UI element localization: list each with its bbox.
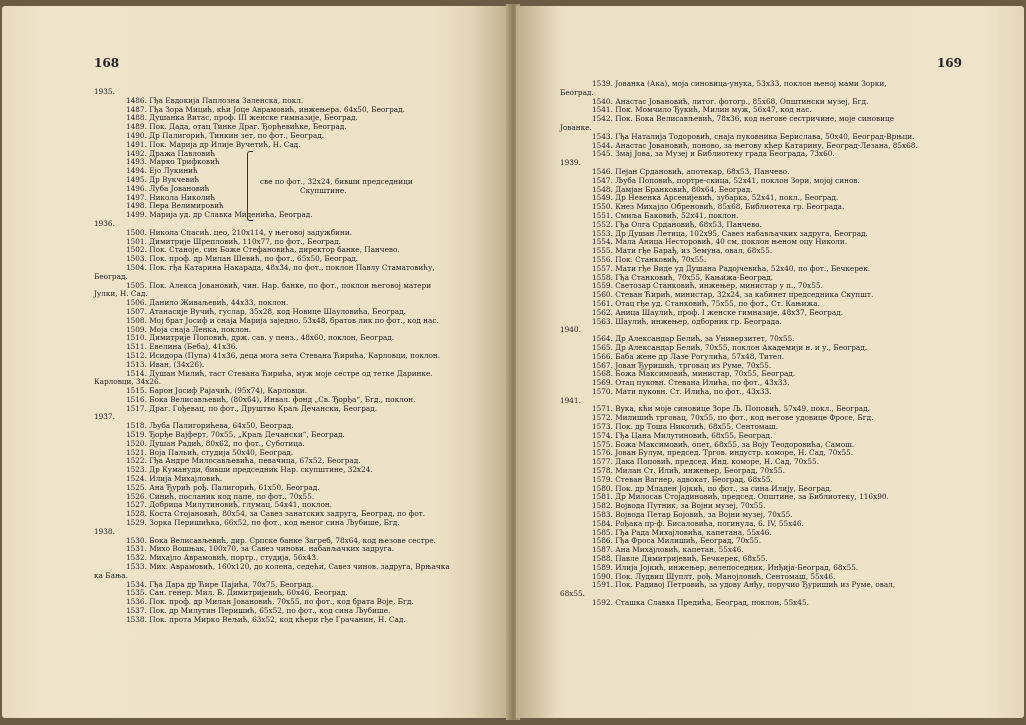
catalog-entry: 1567. Јован Ђуришић, трговац из Руме, 70x55. bbox=[592, 360, 772, 370]
catalog-entry: 1494. Ејо Лукинић bbox=[126, 166, 198, 176]
catalog-entry: 1576. Јован Булум, председ. Тргов. индустр. коморе, Н. Сад, 70x55. bbox=[592, 448, 854, 458]
catalog-entry: 1577. Дака Поповић, председ. Инд. коморе, Н. Сад, 70x55. bbox=[592, 457, 820, 467]
catalog-entry: 1530. Бока Велисављевић, дир. Српске банке Загреб, 78x64, код њезове сестре. bbox=[126, 535, 436, 545]
catalog-entry: 1583. Војвода Петар Бојовић, за Војни музеј, 70x55. bbox=[592, 510, 793, 520]
catalog-entry: 1543. Гђа Наталија Тодоровић, снаја пуковника Бериславa, 50x40, Београд-Врњци. bbox=[592, 131, 915, 141]
catalog-entry: 1506. Данило Живаљевић, 44x33, поклон. bbox=[126, 298, 289, 308]
catalog-entry: 1526. Синић, посланик код папе, по фот., 70x55. bbox=[126, 491, 315, 501]
catalog-entry: 1517. Драг. Гођевац, по фот., Друштво Краљ Дечански, Београд. bbox=[126, 403, 378, 413]
catalog-entry: 1525. Ана Ђурић рођ. Палигорић, 61x50, Београд. bbox=[126, 482, 320, 492]
catalog-entry: 1508. Мој брат Јосиф и снаја Марија заједно, 53x48, братов лик по фот., код нас. bbox=[126, 315, 439, 325]
catalog-entry: 1574. Гђа Цана Милутиновић, 68x55, Београд. bbox=[592, 430, 773, 440]
text-column bbox=[94, 88, 494, 625]
catalog-entry: 1581. Др Милосав Стојадиновић, председ. Општине, за Библиотеку, 116x90. bbox=[592, 492, 889, 502]
catalog-entry: 1589. Илија Јојкић, инжењер, велепоседник, Инђија-Београд, 68x55. bbox=[592, 562, 859, 572]
catalog-entry: 1505. Пок. Алекса Јовановић, чин. Нар. банке, по фот., поклон његовој матери bbox=[126, 280, 432, 290]
catalog-entry: 1523. Др Кумануди, бивши председник Нар. скупштине, 32x24. bbox=[126, 465, 373, 475]
catalog-entry: 1586. Гђа Фроса Милишић, Београд, 70x55. bbox=[592, 536, 762, 546]
catalog-entry: 1545. Змај Јова, за Музеј и Библиотеку града Београда, 73x60. bbox=[592, 149, 835, 159]
catalog-entry: 1503. Пок. проф. др Милан Шевић, по фот., 65x50, Београд. bbox=[126, 254, 359, 264]
catalog-entry: 1572. Милишић трговац, 70x55, по фот., код његове удовице Фросе, Бгд. bbox=[592, 413, 874, 423]
catalog-entry: 1539. Јованка (Ака), моја синовица-унука, 53x33, поклон њеној мами Зорки, bbox=[592, 79, 887, 88]
brace-note bbox=[260, 177, 413, 195]
catalog-entry: 1490. Др Палигорић, Тинкин зет, по фот., Београд. bbox=[126, 130, 325, 140]
catalog-entry: 1558. Гђа Станковић, 70x55, Кањижа-Београд. bbox=[592, 272, 774, 282]
catalog-entry: 1499. Марија уд. др Славка Миденића, Београд. bbox=[126, 210, 313, 220]
catalog-entry: 1568. Божа Максимовић, министар, 70x55, Београд. bbox=[592, 369, 796, 379]
left-page bbox=[2, 6, 510, 718]
catalog-entry: 1588. Павле Димитријевић, Бечкерек, 68x55. bbox=[592, 554, 768, 564]
year-heading: 1938. bbox=[94, 526, 115, 536]
catalog-entry: 1522. Гђа Андре Милосављевића, певачица, 67x52, Београд. bbox=[126, 456, 361, 466]
catalog-entry: 1552. Гђа Олга Срдановић, 68x53, Панчево. bbox=[592, 219, 762, 229]
right-page bbox=[516, 6, 1024, 718]
catalog-entry: 1542. Пок. Бока Велисављевић, 78x36, код његове сестричине, моје синовице bbox=[592, 114, 895, 124]
catalog-entry: 1553. Др Душан Летица, 102x95, Савез набављачких задруга, Београд. bbox=[592, 228, 868, 238]
catalog-entry: 1519. Ђорђе Вајферт, 70x55, „Краљ Дечански“, Београд. bbox=[126, 430, 345, 440]
catalog-entry: 1504. Пок. гђа Катарина Накарада, 48x34, по фот., поклон Павлу Стаматовићу, bbox=[126, 262, 435, 272]
catalog-entry: 1580. Пок. др Младен Јојкић, по фот., за сина Илију, Београд. bbox=[592, 483, 833, 493]
catalog-entry: 1551. Смиља Баковић, 52x41, поклон. bbox=[592, 210, 739, 220]
catalog-entry: 1534. Гђа Дара др Ћире Пајића, 70x75, Београд. bbox=[126, 579, 314, 589]
catalog-entry: 1582. Војвода Путник, за Војни музеј, 70x55. bbox=[592, 501, 766, 511]
catalog-entry: 1562. Аница Шаулић, проф. I женске гимназије, 48x37, Београд. bbox=[592, 307, 843, 317]
catalog-entry: 1512. Исидора (Пупа) 41x36, деца мога зета Стевана Ћирића, Карловци, поклон. bbox=[126, 350, 441, 360]
catalog-entry: 1546. Пејан Срдановић, апотекар, 68x53, Панчево. bbox=[592, 166, 790, 176]
catalog-entry: 1491. Пок. Марија др Илије Вучетић, Н. Сад. bbox=[126, 139, 301, 149]
catalog-entry: 1554. Мала Аница Несторовић, 40 см, поклон њеном оцу Николи. bbox=[592, 237, 848, 247]
catalog-entry: 1498. Пера Велимировић bbox=[126, 201, 224, 211]
catalog-entry: 1509. Моја снаја Ленка, поклон. bbox=[126, 324, 252, 334]
catalog-entry: 1495. Др Вукчевић bbox=[126, 174, 200, 184]
year-heading: 1939. bbox=[560, 158, 581, 168]
catalog-entry: 1591. Пок. Радивој Петровић, за удову Анђу, поручио Ђуришић из Руме, овал, bbox=[592, 580, 896, 590]
catalog-entry: 1520. Душан Радић, 80x62, по фот., Суботица. bbox=[126, 438, 305, 448]
catalog-entry: 1561. Отац гђе уд. Станковић, 75x55, по фот., Ст. Кањижа. bbox=[592, 298, 820, 308]
catalog-entry: 1524. Илија Михајловић. bbox=[126, 474, 223, 484]
catalog-entry: 1510. Димитрије Поповић, држ. сав. у пенз., 48x60, поклон, Београд. bbox=[126, 333, 395, 343]
catalog-entry: 1488. Душанка Витас, проф. III женске гимназије, Београд. bbox=[126, 113, 358, 123]
catalog-entry: 1578. Милан Ст. Илић, инжењер, Београд, 70x55. bbox=[592, 466, 785, 476]
catalog-entry: 1537. Пок. др Милутин Перишић, 65x52, по фот., код сина Љубише. bbox=[126, 606, 391, 616]
catalog-entry: 1518. Љуба Палигорићева, 64x50, Београд. bbox=[126, 421, 294, 431]
catalog-entry: 1492. Дража Павловић bbox=[126, 148, 216, 158]
catalog-entry: 1569. Отац пуковн. Стевана Илића, по фот., 43x33. bbox=[592, 378, 790, 388]
catalog-entry: Јулки, Н. Сад. bbox=[94, 289, 148, 299]
catalog-entry: 1531. Михо Вошњак, 100x70, за Савез чинови. набављачких задруга. bbox=[126, 544, 395, 554]
catalog-entry: 1565. Др Александар Белић, 70x55, поклон Академији н. и у., Београд. bbox=[592, 342, 868, 352]
catalog-entry: 1533. Мих. Аврамовић, 160x120, до колена, седећи, Савез чинов. задруга, Врњачка bbox=[126, 562, 450, 572]
catalog-entry: 1521. Воја Пальић, студија 50x40, Београд. bbox=[126, 447, 294, 457]
catalog-entry: 1584. Рођака пр-ф. Бисаловића, погинула, 6. IV, 55x46. bbox=[592, 518, 804, 528]
text-column bbox=[560, 80, 990, 608]
catalog-entry: 1550. Кнез Михајло Обреновић, 85x68, Библиотека гр. Београда. bbox=[592, 202, 845, 212]
catalog-entry: 1585. Гђа Рада Михајловића, капетана, 55x46. bbox=[592, 527, 772, 537]
catalog-entry: 1560. Стеван Ћирић, министар, 32x24, за кабинет председника Скупшт. bbox=[592, 290, 874, 300]
catalog-entry: 1535. Сан. генер. Мил. Б. Димитријевић, 60x46, Београд. bbox=[126, 588, 348, 598]
catalog-entry: 1590. Пок. Лудвиц Шуплт, рођ. Манојловић, Сентомаш, 55x46. bbox=[592, 571, 836, 581]
catalog-entry: 1563. Шаулић, инжењер, одборник гр. Београда. bbox=[592, 316, 782, 326]
catalog-entry: 1528. Коста Стојановић, 80x54, за Савез занатских задруга, Београд, по фот. bbox=[126, 509, 426, 519]
catalog-entry: 68x55. bbox=[560, 589, 586, 599]
brace-mark bbox=[247, 151, 253, 221]
catalog-entry: 1532. Михајло Аврамовић, портр., студија, 56x43. bbox=[126, 553, 319, 563]
catalog-entry: Јованке. bbox=[560, 122, 592, 132]
catalog-entry: 1573. Пок. др Тоша Николић, 68x55, Сентомаш. bbox=[592, 422, 779, 432]
catalog-entry: 1587. Ана Михајловић, капетан, 55x46. bbox=[592, 545, 744, 555]
catalog-entry: 1566. Баба жене др Лазе Рогулића, 57x48, Тител. bbox=[592, 351, 785, 361]
page-shadow bbox=[516, 6, 556, 718]
catalog-entry: 1496. Луба Јовановић bbox=[126, 183, 210, 193]
catalog-entry: 1489. Пок. Дада, отац Тинке Драг. Ђорђевићке, Београд. bbox=[126, 122, 347, 132]
catalog-entry: 1557. Мати гђе Виде уд Душана Радојчевића, 52x40, по фот., Бечкерек. bbox=[592, 263, 871, 273]
catalog-entry: ка Бања. bbox=[94, 570, 128, 580]
catalog-entry: 1547. Љуба Поповић, портре-скица, 52x41, поклон Зори, мојој синов. bbox=[592, 175, 860, 185]
page-number: 169 bbox=[936, 56, 962, 70]
catalog-entry: 1548. Дамјан Бранковић, 80x64, Београд. bbox=[592, 184, 753, 194]
year-heading: 1935. bbox=[94, 87, 115, 96]
catalog-entry: 1513. Иван, (34x26). bbox=[126, 359, 205, 369]
catalog-entry: 1502. Пок. Станоје, син Боже Стефановића, директор банке, Панчево. bbox=[126, 245, 400, 255]
catalog-entry: 1556. Пок. Станковић, 70x55. bbox=[592, 254, 707, 264]
catalog-entry: 1511. Евелина (Беба), 41x36. bbox=[126, 342, 238, 352]
catalog-entry: 1540. Анастас Јовановић, литог. фотогр., 85x68, Општински музеј, Бгд. bbox=[592, 96, 869, 106]
catalog-entry: 1500. Никола Спасић. цео, 210x114, у његовој задужбини. bbox=[126, 227, 353, 237]
catalog-entry: Београд. bbox=[560, 87, 594, 97]
catalog-entry: 1515. Барон Јосиф Рајачић, (95x74), Карловци. bbox=[126, 386, 308, 396]
catalog-entry: 1529. Зорка Перишићка, 66x52, по фот., код њеног сина Љубише, Бгд. bbox=[126, 518, 400, 528]
year-heading: 1936. bbox=[94, 218, 115, 228]
brace-note-line: све по фот., 32x24, бивши председници bbox=[260, 176, 413, 186]
catalog-entry: 1507. Атанасије Вучић, гуслар, 35x28, код Новице Шауловића, Београд. bbox=[126, 306, 406, 316]
year-heading: 1941. bbox=[560, 395, 581, 405]
catalog-entry: 1514. Душан Милић, таст Стевана Ћирића, муж моје сестре од тетке Даринке. bbox=[126, 368, 433, 378]
catalog-entry: 1571. Вука, кћи моје синовице Зоре Љ. Поповић, 57x49, покл., Београд. bbox=[592, 404, 870, 414]
year-heading: 1937. bbox=[94, 412, 115, 422]
catalog-entry: 1527. Добрица Милутиновић, глумац, 54x41, поклон. bbox=[126, 500, 333, 510]
catalog-entry: Карловци, 34x26. bbox=[94, 377, 162, 387]
page-number: 168 bbox=[94, 56, 120, 70]
catalog-entry: 1559. Светозар Станковић, инжењер, министар у п., 70x55. bbox=[592, 281, 823, 291]
catalog-entry: 1493. Марко Трифковић bbox=[126, 157, 220, 167]
catalog-entry: 1497. Никола Николић bbox=[126, 192, 216, 202]
catalog-entry: 1555. Мати гђе Барађ, из Земуна, овал, 68x55. bbox=[592, 246, 773, 256]
catalog-entry: 1570. Мати пуковн. Ст. Илића, по фот., 43x33. bbox=[592, 386, 772, 396]
catalog-entry: 1592. Сташка Славка Предића, Београд, поклон, 55x45. bbox=[592, 598, 809, 608]
brace-note-line: Скупштине. bbox=[300, 185, 347, 195]
catalog-entry: 1564. Др Александар Белић, за Универзитет, 70x55. bbox=[592, 334, 795, 344]
catalog-entry: 1549. Др Невенка Арсенијевић, зубарка, 52x41, покл., Београд. bbox=[592, 193, 839, 203]
year-heading: 1940. bbox=[560, 325, 581, 335]
catalog-entry: Београд. bbox=[94, 271, 128, 281]
catalog-entry: 1541. Пок. Момчило Ђукић, Милин муж, 56x47, код нас. bbox=[592, 105, 812, 115]
catalog-entry: 1544. Анастас Јовановић, поново, за његову кћер Катарину, Београд-Лезана, 85x68. bbox=[592, 140, 918, 150]
catalog-entry: 1536. Пок. проф. др Милан Јовановић, 70x55, по фот., код брата Воје, Бгд. bbox=[126, 597, 414, 607]
catalog-entry: 1538. Пок. прота Мирко Вељић, 63x52, код кћери гђе Грачанин, Н. Сад. bbox=[126, 614, 406, 624]
brace-group bbox=[94, 150, 494, 212]
catalog-entry: 1487. Гђа Зора Мицић, кћи Јоце Аврамовић, инжењера. 64x50, Београд. bbox=[126, 104, 405, 114]
catalog-entry: 1516. Бока Велисављевић, (80x64), Инвал. фонд „Св. Ђорђа“, Бгд., поклон. bbox=[126, 394, 416, 404]
catalog-entry: 1575. Божа Максимовић, опет, 68x55, за Воју Теодоровића, Самош. bbox=[592, 439, 855, 449]
catalog-entry: 1579. Стеван Вагнер, адвокат, Београд, 68x55. bbox=[592, 474, 773, 484]
catalog-entry: 1501. Димитрије Шрепловић, 110x77, по фот., Београд. bbox=[126, 236, 341, 246]
catalog-entry: 1486. Гђа Евдокија Паплозна Заленска, покл. bbox=[126, 95, 304, 105]
